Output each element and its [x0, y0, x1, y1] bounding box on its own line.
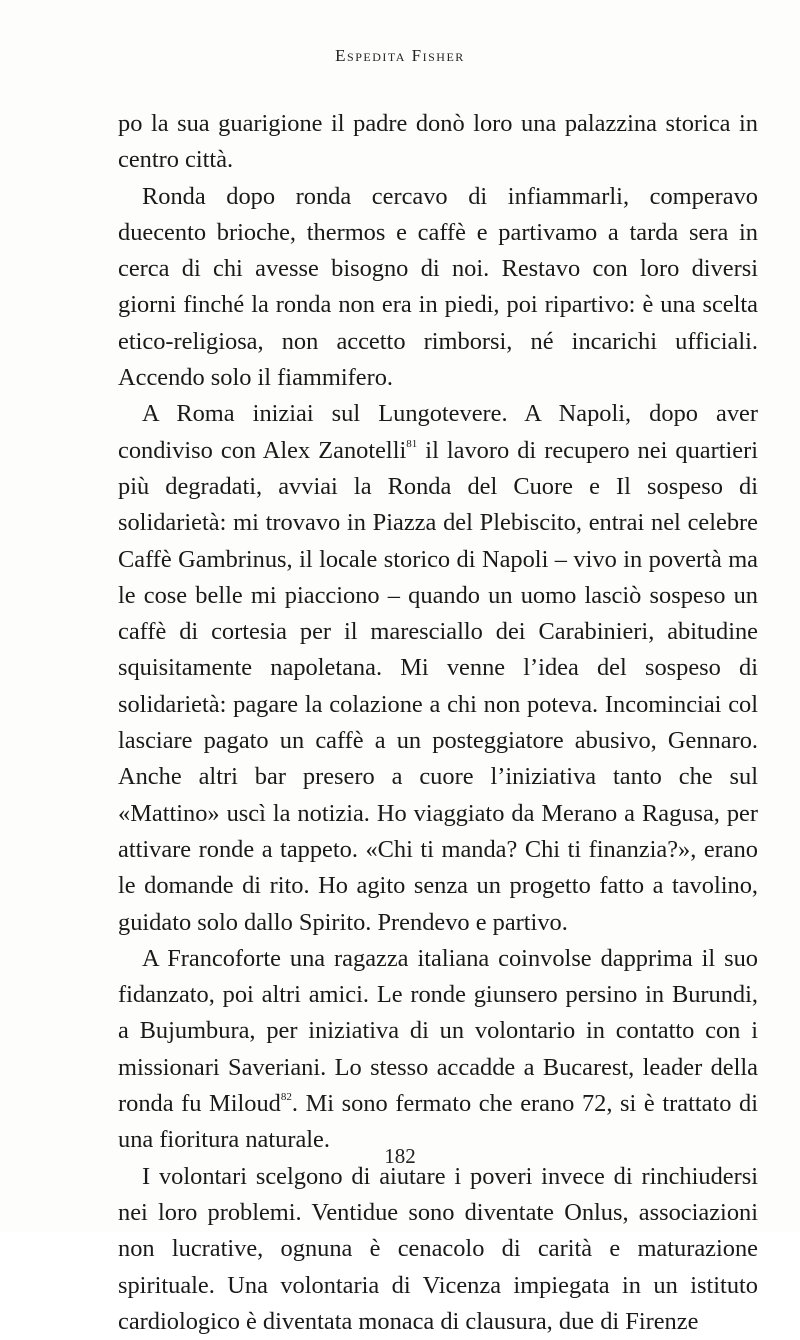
paragraph-text: po la sua guarigione il padre donò loro una palazzina storica in centro città.: [118, 110, 758, 174]
paragraph-text: A Roma iniziai sul Lungotevere. A Napoli, dopo aver condiviso con Alex Zanotelli: [118, 400, 758, 464]
paragraph: [118, 106, 758, 179]
paragraph-text: A Francoforte una ragazza italiana coinvolse dapprima il suo fidanzato, poi altri amici. Le ronde giunsero persino in Burundi, a Bujumbura, per iniziativa di un volontario in contatto con i missionari Saveriani. Lo stesso accadde a Bucarest, leader della ronda fu Miloud: [118, 944, 758, 1118]
paragraph-text: il lavoro di recupero nei quartieri più degradati, avviai la Ronda del Cuore e Il sospeso di solidarietà: mi trovavo in Piazza del Plebiscito, entrai nel celebre Caffè Gambrinus, il locale storico di Napoli – vivo in povertà ma le cose belle mi piacciono – quando un uomo lasciò sospeso un caffè di cortesia per il maresciallo dei Carabinieri, abitudine squisitamente napoletana. Mi venne l’idea del sospeso di solidarietà: pagare la colazione a chi non poteva. Incominciai col lasciare pagato un caffè a un posteggiatore abusivo, Gennaro. Anche altri bar presero a cuore l’iniziativa tanto che sul «Mattino» uscì la notizia. Ho viaggiato da Merano a Ragusa, per attivare ronde a tappeto. «Chi ti manda? Chi ti finanzia?», erano le domande di rito. Ho agito senza un progetto fatto a tavolino, guidato solo dallo Spirito. Prendevo e partivo.: [118, 436, 758, 936]
paragraph: [118, 396, 758, 940]
paragraph: [118, 179, 758, 397]
running-head: Espedita Fisher: [335, 46, 465, 65]
paragraph-text: . Mi sono fermato che erano 72, si è trattato di una fioritura naturale.: [118, 1090, 758, 1154]
paragraph-text: I volontari scelgono di aiutare i poveri invece di rinchiudersi nei loro problemi. Ventidue sono diventate Onlus, associazioni non lucrative, ognuna è cenacolo di carità e maturazione spirituale. Una volontaria di Vicenza impiegata in un istituto cardiologico è diventata monaca di clausura, due di Firenze: [118, 1162, 758, 1335]
page-number: 182: [384, 1144, 416, 1168]
footnote-ref-82: 82: [280, 1091, 292, 1104]
paragraph: [118, 1159, 758, 1340]
paragraph-text: Ronda dopo ronda cercavo di infiammarli, comperavo duecento brioche, thermos e caffè e partivamo a tarda sera in cerca di chi avesse bisogno di noi. Restavo con loro diversi giorni finché la ronda non era in piedi, poi ripartivo: è una scelta etico-religiosa, non accetto rimborsi, né incarichi ufficiali. Accendo solo il fiammifero.: [118, 182, 758, 392]
footnote-ref-81: 81: [406, 437, 418, 450]
paragraph: [118, 941, 758, 1159]
